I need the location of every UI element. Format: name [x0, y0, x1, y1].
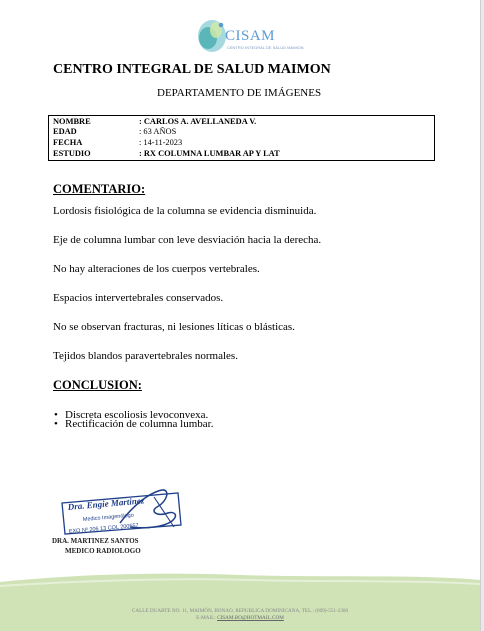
comentario-line: No se observan fracturas, ni lesiones líticas o blásticas.: [53, 321, 295, 333]
conclusion-item: • Discreta escoliosis levoconvexa.: [65, 410, 208, 421]
info-value: : CARLOS A. AVELLANEDA V.: [139, 117, 257, 126]
conclusion-item: • Rectificación de columna lumbar.: [65, 419, 213, 430]
comentario-line: Eje de columna lumbar con leve desviación hacia la derecha.: [53, 234, 322, 246]
patient-info-box: [48, 115, 435, 161]
info-value: : RX COLUMNA LUMBAR AP Y LAT: [139, 149, 280, 158]
info-label: ESTUDIO: [53, 149, 91, 158]
comentario-line: Tejidos blandos paravertebrales normales.: [53, 350, 238, 362]
info-label: FECHA: [53, 138, 83, 147]
info-label: EDAD: [53, 127, 77, 136]
handwritten-signature: [120, 490, 175, 528]
comentario-line: No hay alteraciones de los cuerpos vertebrales.: [53, 263, 260, 275]
info-label: NOMBRE: [53, 117, 91, 126]
conclusion-heading: CONCLUSION:: [53, 378, 142, 392]
stamp-line-3: EXQ Nº 206 13 COL 200557: [68, 522, 139, 535]
doctor-name: DRA. MARTINEZ SANTOS: [52, 537, 139, 545]
info-value: : 14-11-2023: [139, 138, 183, 147]
signature-stamp: [60, 487, 185, 537]
footer-green-band: [0, 572, 480, 631]
comentario-line: Lordosis fisiológica de la columna se evidencia disminuida.: [53, 205, 317, 217]
logo-tagline: CENTRO INTEGRAL DE SALUD MAIMON: [227, 45, 304, 50]
stamp-line-1: Dra. Engie Martinez: [67, 495, 145, 512]
footer-email-label: E-MAIL:: [196, 615, 216, 621]
department-title: DEPARTAMENTO DE IMÁGENES: [157, 87, 322, 99]
footer-email-link[interactable]: CISAM.BO@HOTMAIL.COM: [217, 615, 284, 621]
comentario-line: Espacios intervertebrales conservados.: [53, 292, 224, 304]
organization-title: CENTRO INTEGRAL DE SALUD MAIMON: [53, 62, 331, 77]
footer-address: CALLE DUARTE NO. 11, MAIMÓN, BONAO, REPUBLICA DOMINICANA, TEL.: (809)-551-2300: [131, 608, 349, 614]
comentario-heading: COMENTARIO:: [53, 182, 146, 196]
doctor-title: MEDICO RADIOLOGO: [65, 547, 141, 555]
signature-block: [52, 536, 141, 556]
stamp-line-2: Medico Imagenólogo: [82, 512, 135, 523]
logo-name: CISAM: [225, 28, 276, 44]
footer-email-line: [0, 615, 480, 621]
info-value: : 63 AÑOS: [139, 127, 177, 136]
